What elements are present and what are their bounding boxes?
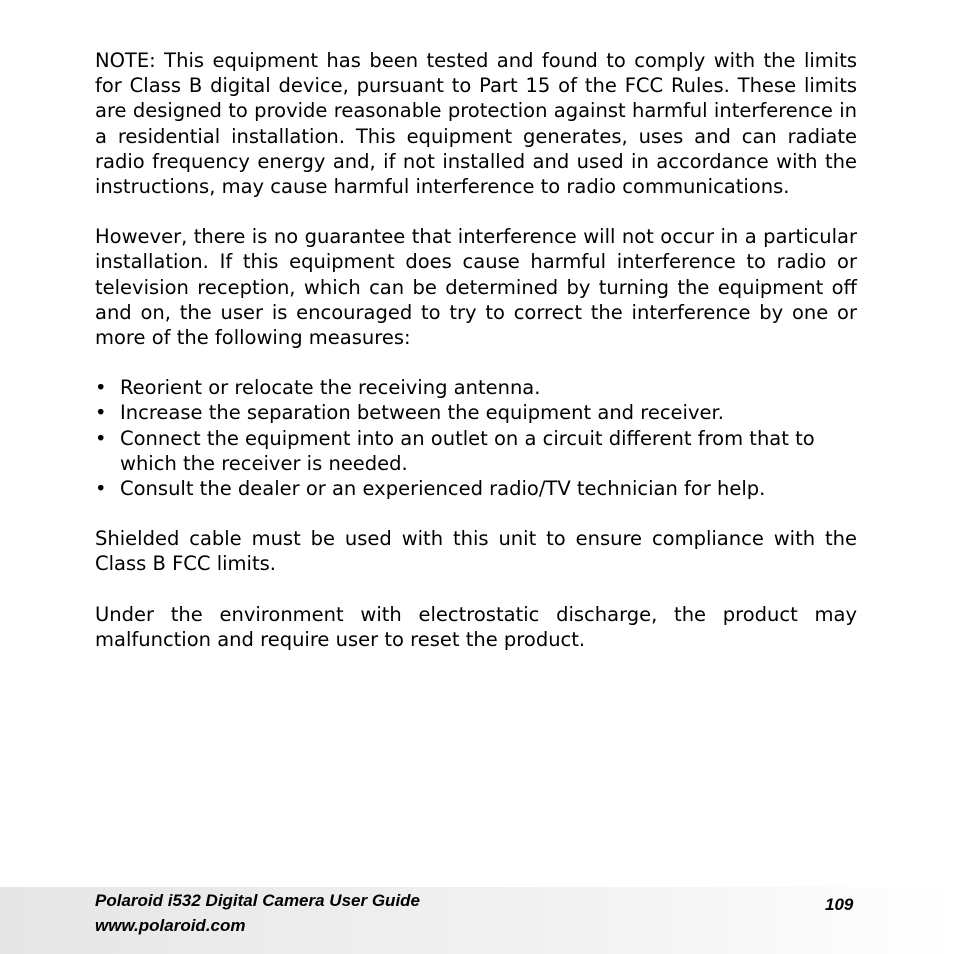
- measure-text: Consult the dealer or an experienced radio/TV technician for help.: [120, 477, 766, 501]
- measure-text: Reorient or relocate the receiving antenna.: [120, 376, 541, 400]
- bullet-icon: •: [95, 477, 107, 501]
- footer-guide-title: Polaroid i532 Digital Camera User Guide: [95, 891, 421, 910]
- page-footer: [0, 887, 954, 954]
- shielded-cable-paragraph: Shielded cable must be used with this unit to ensure compliance with the Class B FCC limits.: [95, 527, 857, 576]
- list-item: [95, 400, 857, 425]
- measure-text: Connect the equipment into an outlet on a circuit different from that to which the receiver is needed.: [120, 426, 815, 475]
- no-guarantee-paragraph: However, there is no guarantee that interference will not occur in a particular installation. If this equipment does cause harmful interference to radio or television reception, which can be determined by turning the equipment off and on, the user is encouraged to try to correct the interference by one or more of the following measures:: [95, 225, 857, 350]
- bullet-icon: •: [95, 376, 107, 400]
- list-item: [95, 375, 857, 400]
- interference-measures-list: [95, 375, 857, 501]
- fcc-note-paragraph: NOTE: This equipment has been tested and found to comply with the limits for Class B digital device, pursuant to Part 15 of the FCC Rules. These limits are designed to provide reasonable protection against harmful interference in a residential installation. This equipment generates, uses and can radiate radio frequency energy and, if not installed and used in accordance with the instructions, may cause harmful interference to radio communications.: [95, 49, 857, 199]
- bullet-icon: •: [95, 426, 107, 450]
- footer-website-link[interactable]: www.polaroid.com: [95, 916, 246, 935]
- bullet-icon: •: [95, 401, 107, 425]
- measure-text: Increase the separation between the equipment and receiver.: [120, 401, 724, 425]
- electrostatic-paragraph: Under the environment with electrostatic discharge, the product may malfunction and require user to reset the product.: [95, 602, 857, 651]
- page-number: 109: [825, 895, 854, 914]
- list-item: [95, 426, 857, 476]
- list-item: [95, 476, 857, 501]
- page-content: [95, 48, 857, 652]
